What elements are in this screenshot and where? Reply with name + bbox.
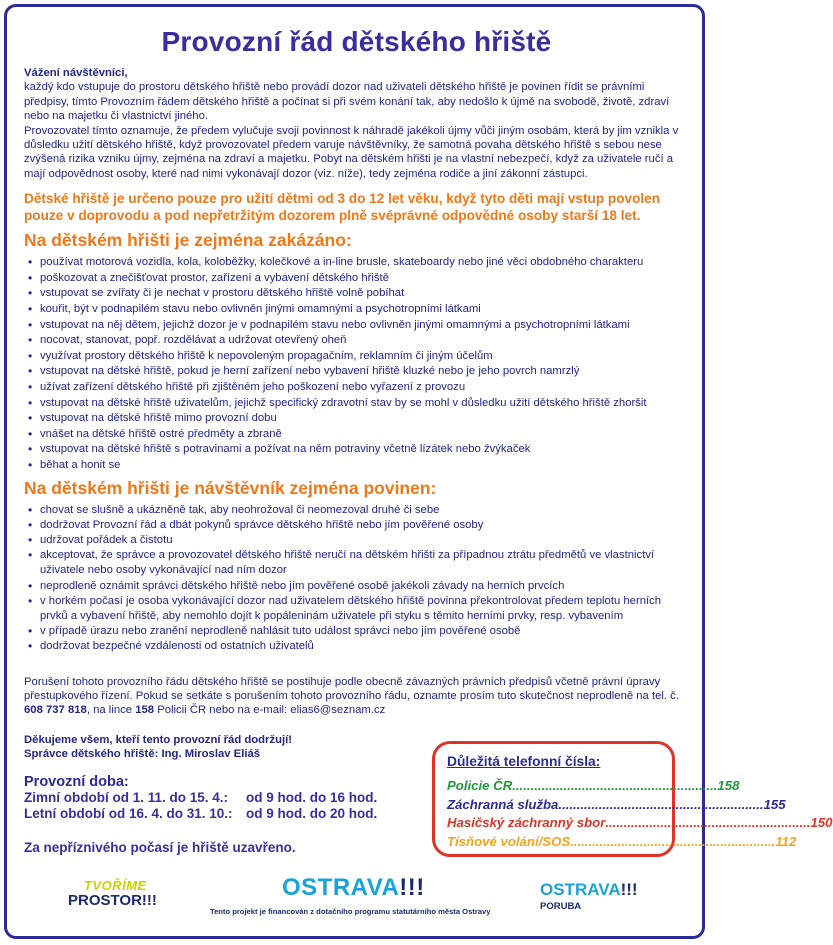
forbidden-item: • vstupovat se zvířaty či je nechat v prostoru dětského hřiště volně pobíhat <box>24 286 689 302</box>
phone-label: Záchranná služba <box>447 796 559 812</box>
phone-row <box>447 796 786 812</box>
tvorime-prostor-logo <box>68 878 157 909</box>
intro-paragraph-1: každý kdo vstupuje do prostoru dětského hřiště nebo provádí dozor nad uživateli dětského hřiště je povinen řídit se právními předpisy, tímto Provozním řádem dětského hřiště a počínat si při svém konání tak, aby nedošlo k újmě na svobodě, životě, zdraví nebo na majetku či vlastnictví jiného. <box>24 81 670 123</box>
violation-paragraph <box>24 675 689 718</box>
ostrava-exclamation: !!! <box>399 874 425 901</box>
ostrava-logo <box>282 874 425 902</box>
forbidden-item: • vstupovat na dětské hřiště s potravinami a požívat na něm potraviny včetně lízátek nebo žvýkaček <box>24 442 689 458</box>
forbidden-item: • běhat a honit se <box>24 458 689 474</box>
intro-paragraph-2: Provozovatel tímto oznamuje, že předem vylučuje svoji povinnost k náhradě jakékoli újmy vůči jiným osobám, která by jim vznikla v důsledku užití dětského hřiště, když provozovatel předem varuje návštěvníky, že samotná povaha dětského hřiště s sebou nese zvýšená rizika vzniku újmy, zejména na zdraví a majetku. Pobyt na dětském hřišti je na vlastní nebezpečí, když za uživatele ručí a mají odpovědnost osoby, které nad nimi vykonávají dozor (viz. níže), tedy zejména rodiče a jiní zákonní zástupci. <box>24 124 679 180</box>
report-phone: 608 737 818 <box>24 704 87 717</box>
phone-number: 158 <box>717 778 740 793</box>
poruba-text: PORUBA <box>540 901 582 912</box>
duty-item: • v horkém počasí je osoba vykonávající dozor nad uživatelem dětského hřiště povinna překontrolovat předem teplotu herních prvků a vybavení hřiště, aby nemohlo dojít k popáleninám uživatele při styku s těmito herními prvky, resp. vybavením <box>24 594 689 624</box>
hours-row-summer: Letní období od 16. 4. do 31. 10.: od 9 hod. do 20 hod. <box>24 805 378 821</box>
duty-item: • v případě úrazu nebo zranění neprodleně nahlásit tuto událost správci nebo jím pověřené osobě <box>24 624 689 639</box>
forbidden-list <box>24 255 689 473</box>
phone-label: Policie ČR <box>447 778 513 793</box>
page-title: Provozní řád dětského hřiště <box>161 26 552 57</box>
forbidden-item: • používat motorová vozidla, kola, koloběžky, kolečkové a in-line brusle, skateboardy nebo jiné věci obdobného charakteru <box>24 255 689 271</box>
hours-row-winter: Zimní období od 1. 11. do 15. 4.: od 9 hod. do 16 hod. <box>24 789 378 805</box>
opening-hours-title: Provozní doba: <box>24 773 129 790</box>
ostrava-poruba-logo <box>540 880 638 912</box>
funding-note: Tento projekt je financován z dotačního programu statutárního města Ostravy <box>210 907 491 916</box>
violation-text: Porušení tohoto provozního řádu dětského hřiště se postihuje podle obecně závazných právních předpisů včetně právní úpravy přestupkového řízení. Pokud se setkáte s porušením tohoto provozního řádu, oznamte prosím tuto skutečnost neprodleně na tel. č. <box>24 675 679 702</box>
forbidden-item: • užívat zařízení dětského hřiště při zjištěném jeho poškození nebo vyřazení z provozu <box>24 380 689 396</box>
duty-item: • dodržovat bezpečné vzdálenosti od ostatních uživatelů <box>24 639 689 654</box>
forbidden-item: • vstupovat na dětské hřiště uživatelům, jejichž specifický zdravotní stav by se mohl v důsledku užití dětského hřiště zhoršit <box>24 396 689 412</box>
ostrava-small-text: OSTRAVA!!! <box>540 880 638 899</box>
duty-item: • neprodleně oznámit správci dětského hřiště nebo jím pověřené osobě jakékoli závady na herních prvcích <box>24 579 689 594</box>
forbidden-item: • vnášet na dětské hřiště ostré předměty a zbraně <box>24 427 689 443</box>
forbidden-item: • poškozovat a znečišťovat prostor, zařízení a vybavení dětského hřiště <box>24 271 689 287</box>
greeting: Vážení návštěvníci, <box>24 67 128 79</box>
content <box>24 0 689 856</box>
forbidden-item: • nocovat, stanovat, popř. rozdělávat a udržovat otevřený oheň <box>24 333 689 349</box>
violation-text-after: Policii ČR nebo na e-mail: elias6@seznam.cz <box>157 704 386 717</box>
weather-note: Za nepříznivého počasí je hřiště uzavřeno. <box>24 839 296 855</box>
phone-numbers-box <box>432 741 833 857</box>
forbidden-item: • vstupovat na něj dětem, jejichž dozor je v podnapilém stavu nebo ovlivněn jinými omamnými a psychotropními látkami <box>24 318 689 334</box>
violation-text-mid: , na lince <box>86 704 133 717</box>
duty-item: • akceptovat, že správce a provozovatel dětského hřiště neručí na dětském hřišti za případnou ztrátu předmětů ve vlastnictví uživatele nebo osoby vykonávající nad ním dozor <box>24 548 689 578</box>
forbidden-heading: Na dětském hřišti je zejména zakázáno: <box>24 230 352 251</box>
manager-text: Správce dětského hřiště: Ing. Miroslav Eliáš <box>24 748 261 761</box>
phone-row <box>447 778 740 793</box>
phone-number: 112 <box>775 833 797 849</box>
duties-list <box>24 503 689 655</box>
phone-dots: ........................................................ <box>512 778 718 793</box>
thanks-text: Děkujeme všem, kteří tento provozní řád dodržují! <box>24 733 293 746</box>
tvorime-text: TVOŘÍME <box>84 878 147 893</box>
forbidden-item: • vstupovat na dětské hřiště, pokud je herní zařízení nebo vybavení hřiště kluzké nebo je jeho povrch namrzlý <box>24 364 689 380</box>
phone-dots: ........................................................ <box>558 796 764 812</box>
phone-label: Tísňové volání/SOS <box>447 833 571 849</box>
police-line: 158 <box>135 704 155 717</box>
phone-row <box>447 815 833 830</box>
duty-item: • chovat se slušně a ukázněně tak, aby neohrožoval či neomezoval druhé či sebe <box>24 503 689 518</box>
duty-item: • udržovat pořádek a čistotu <box>24 533 689 548</box>
duties-heading: Na dětském hřišti je návštěvník zejména povinen: <box>24 477 437 498</box>
prostor-text: PROSTOR!!! <box>68 892 157 909</box>
phone-number: 155 <box>763 796 786 812</box>
phone-box-title: Důležitá telefonní čísla: <box>447 754 601 769</box>
phone-number: 150 <box>810 815 833 830</box>
duty-item: • dodržovat Provozní řád a dbát pokynů správce dětského hřiště nebo jím pověřené osoby <box>24 518 689 533</box>
intro-section <box>24 66 689 181</box>
forbidden-item: • kouřit, být v podnapilém stavu nebo ovlivněn jinými omamnými a psychotropními látkami <box>24 302 689 318</box>
forbidden-item: • využívat prostory dětského hřiště k nepovoleným propagačním, reklamním či jiným účelům <box>24 349 689 365</box>
phone-dots: ........................................................ <box>605 815 811 830</box>
age-notice: Dětské hřiště je určeno pouze pro užití dětmi od 3 do 12 let věku, když tyto děti mají vstup povolen pouze v doprovodu a pod nepřetržitým dozorem plně svéprávné odpovědné osoby starší 18 let. <box>24 191 661 224</box>
phone-row <box>447 833 797 849</box>
ostrava-text: OSTRAVA <box>282 874 400 901</box>
phone-label: Hasičský záchranný sbor <box>447 815 606 830</box>
phone-dots: ........................................................ <box>570 833 776 849</box>
forbidden-item: • vstupovat na dětské hřiště mimo provozní dobu <box>24 411 689 427</box>
